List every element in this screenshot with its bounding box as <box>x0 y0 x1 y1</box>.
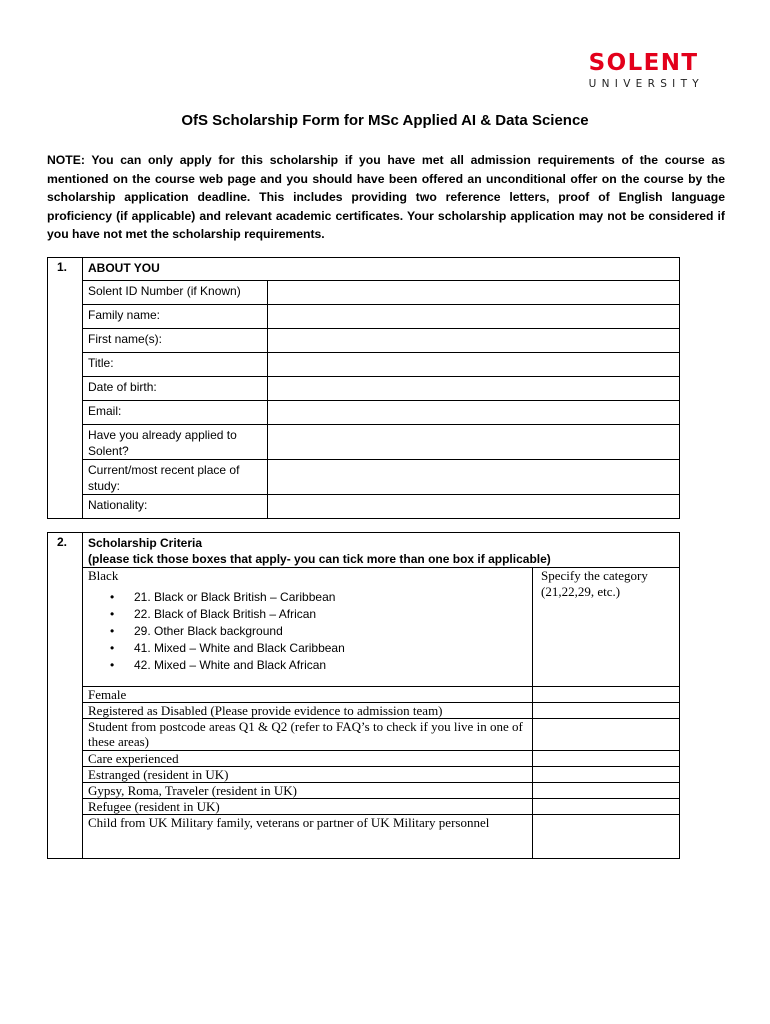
tick-box-postcode[interactable] <box>533 719 680 751</box>
criteria-care-experienced: Care experienced <box>83 751 533 767</box>
field-label-place-of-study: Current/most recent place of study: <box>83 460 268 495</box>
field-label-email: Email: <box>83 401 268 425</box>
field-label-family-name: Family name: <box>83 305 268 329</box>
tick-box-military-family[interactable] <box>533 815 680 859</box>
list-item: • 21. Black or Black British – Caribbean <box>110 589 528 606</box>
logo-subtext: UNIVERSITY <box>588 78 704 90</box>
black-label: Black <box>88 568 119 583</box>
date-of-birth-input[interactable] <box>268 377 680 401</box>
section-1-number: 1. <box>48 258 83 519</box>
criteria-postcode: Student from postcode areas Q1 & Q2 (refer to FAQ’s to check if you live in one of these areas) <box>83 719 533 751</box>
tick-box-refugee[interactable] <box>533 799 680 815</box>
tick-box-disabled[interactable] <box>533 703 680 719</box>
black-category-cell <box>83 568 533 687</box>
tick-box-care-experienced[interactable] <box>533 751 680 767</box>
tick-box-female[interactable] <box>533 687 680 703</box>
black-category-list <box>88 589 528 674</box>
list-item: • 42. Mixed – White and Black African <box>110 657 528 674</box>
field-label-date-of-birth: Date of birth: <box>83 377 268 401</box>
place-of-study-input[interactable] <box>268 460 680 495</box>
field-label-first-names: First name(s): <box>83 329 268 353</box>
section-1-heading: ABOUT YOU <box>83 258 680 281</box>
section-2-subheading: (please tick those boxes that apply- you can tick more than one box if applicable) <box>88 552 551 566</box>
list-item: • 29. Other Black background <box>110 623 528 640</box>
about-you-table <box>47 257 680 519</box>
criteria-female: Female <box>83 687 533 703</box>
criteria-disabled: Registered as Disabled (Please provide evidence to admission team) <box>83 703 533 719</box>
eligibility-note: NOTE: You can only apply for this scholarship if you have met all admission requirements of the course as mentioned on the course web page and you should have been offered an unconditional offer on the course by the scholarship application deadline. This includes providing two reference letters, proof of English language proficiency (if applicable) and relevant academic certificates. Your scholarship application may not be considered if you have not met the scholarship requirements. <box>47 153 725 241</box>
title-input[interactable] <box>268 353 680 377</box>
list-item: • 41. Mixed – White and Black Caribbean <box>110 640 528 657</box>
family-name-input[interactable] <box>268 305 680 329</box>
solent-university-logo <box>589 50 704 91</box>
section-2-number: 2. <box>48 533 83 859</box>
already-applied-input[interactable] <box>268 425 680 460</box>
logo-wordmark: SOLENT <box>588 50 699 76</box>
solent-id-input[interactable] <box>268 281 680 305</box>
tick-box-gypsy-roma-traveler[interactable] <box>533 783 680 799</box>
email-input[interactable] <box>268 401 680 425</box>
criteria-estranged: Estranged (resident in UK) <box>83 767 533 783</box>
field-label-title: Title: <box>83 353 268 377</box>
page-title: OfS Scholarship Form for MSc Applied AI & Data Science <box>181 112 589 129</box>
list-item: • 22. Black of Black British – African <box>110 606 528 623</box>
field-label-nationality: Nationality: <box>83 495 268 519</box>
section-2-heading: Scholarship Criteria <box>88 536 203 550</box>
field-label-solent-id: Solent ID Number (if Known) <box>83 281 268 305</box>
specify-category-cell[interactable]: Specify the category (21,22,29, etc.) <box>533 568 680 687</box>
first-names-input[interactable] <box>268 329 680 353</box>
scholarship-criteria-table <box>47 532 680 859</box>
nationality-input[interactable] <box>268 495 680 519</box>
criteria-military-family: Child from UK Military family, veterans or partner of UK Military personnel <box>83 815 533 859</box>
criteria-gypsy-roma-traveler: Gypsy, Roma, Traveler (resident in UK) <box>83 783 533 799</box>
tick-box-estranged[interactable] <box>533 767 680 783</box>
criteria-refugee: Refugee (resident in UK) <box>83 799 533 815</box>
field-label-already-applied: Have you already applied to Solent? <box>83 425 268 460</box>
section-2-header <box>83 533 680 568</box>
